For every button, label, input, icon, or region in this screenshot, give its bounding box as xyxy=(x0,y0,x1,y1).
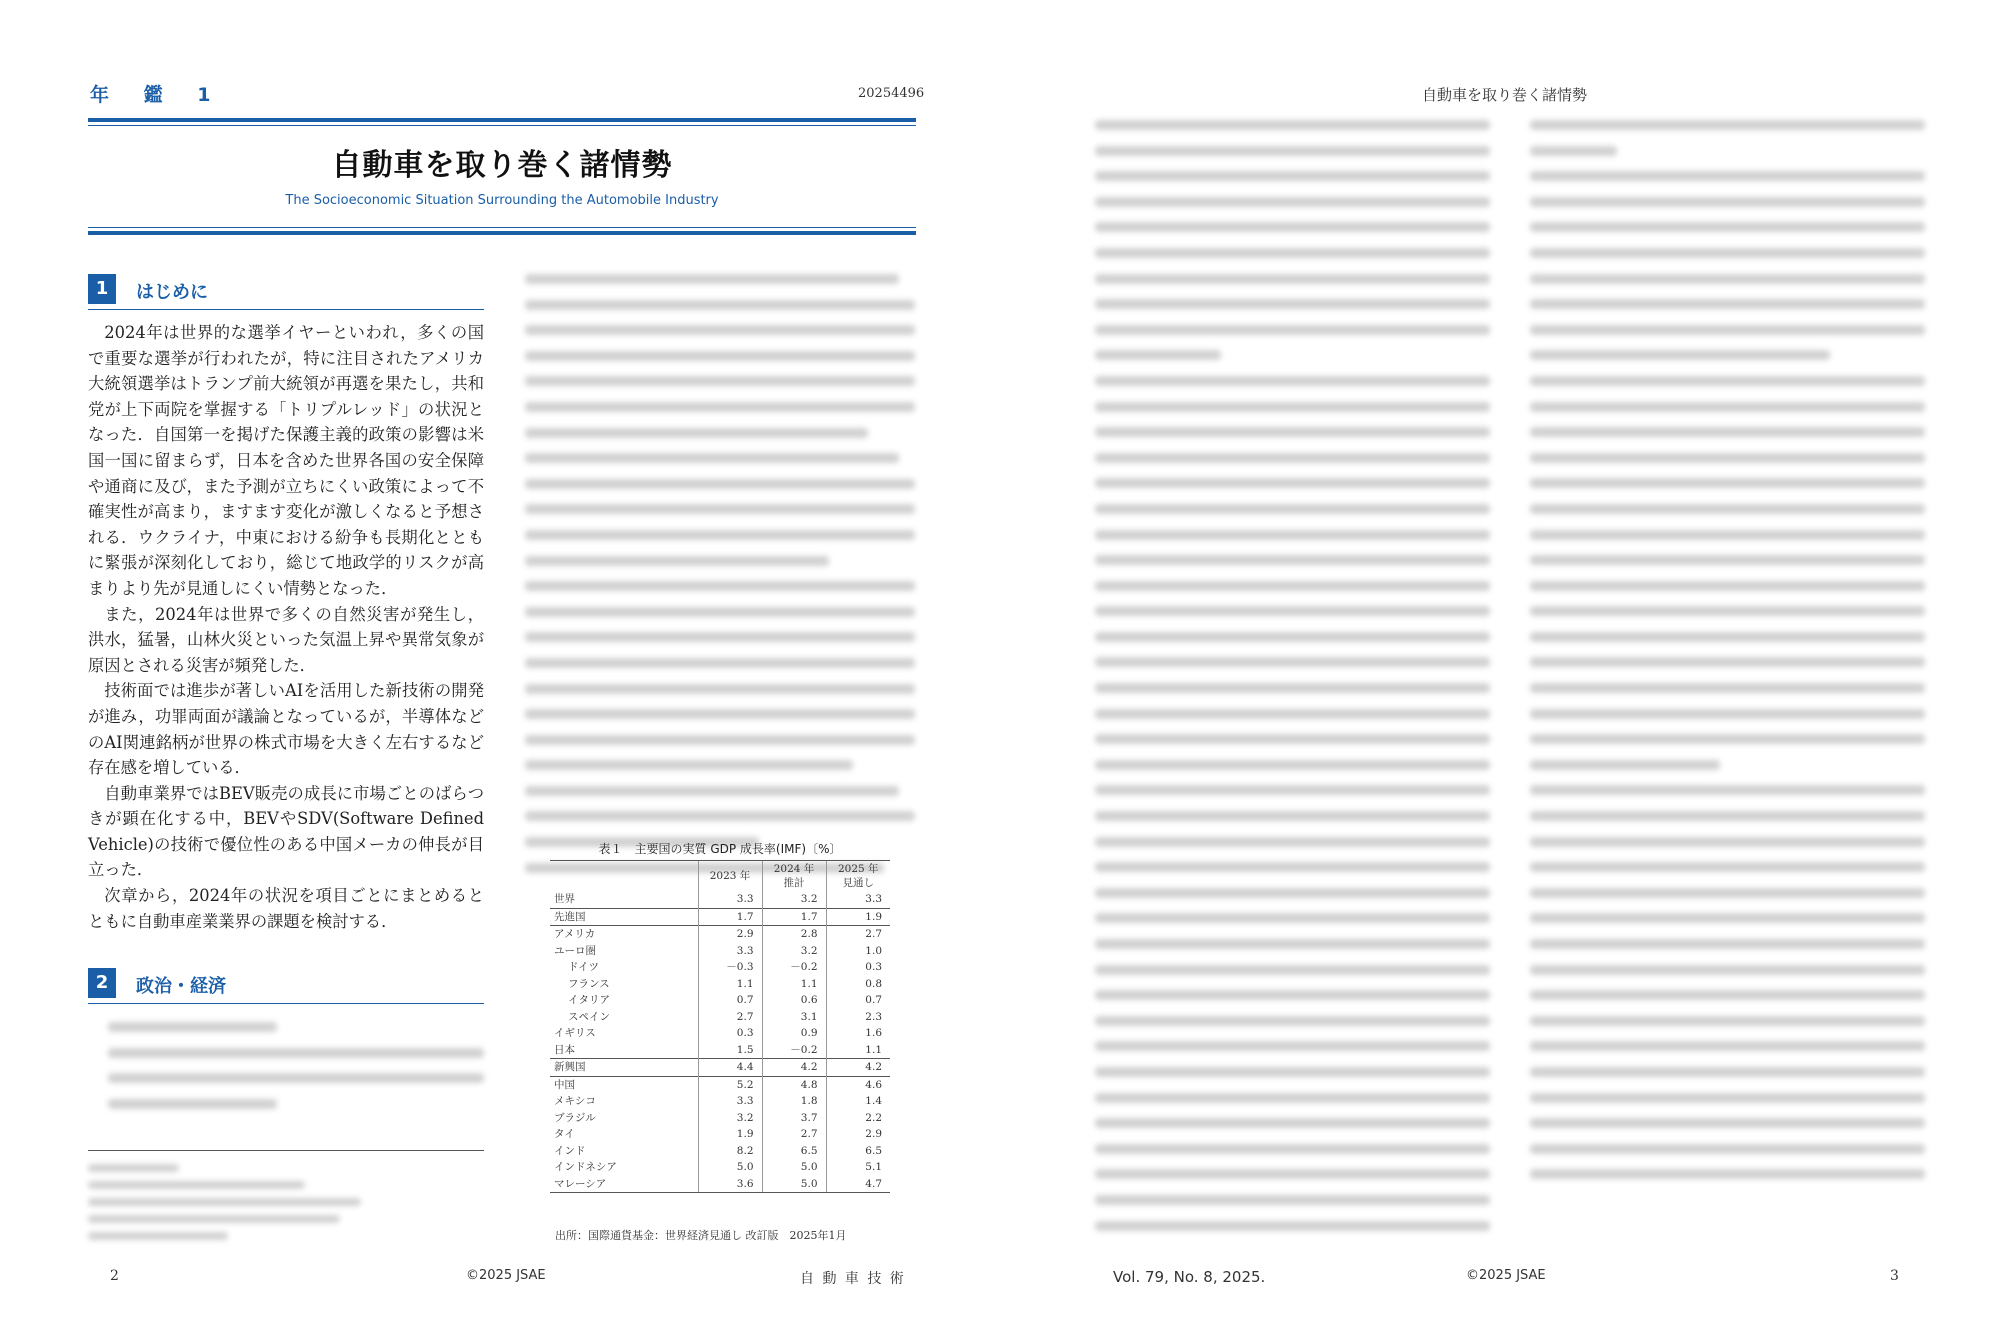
page-number-right: 3 xyxy=(1890,1268,1899,1284)
table-cell-country: スペイン xyxy=(568,1010,610,1023)
intro-paragraph: 2024年は世界的な選挙イヤーといわれ，多くの国で重要な選挙が行われたが，特に注目されたアメリカ大統領選挙はトランプ前大統領が再選を果たし，共和党が上下両院を掌握する「トリプルレッド」の状況となった．自国第一を掲げた保護主義的政策の影響は米国一国に留まらず，日本を含めた世界各国の安全保障や通商に及び，また予測が立ちにくい政策によって不確実性が高まり，ますます変化が激しくなると予想される．ウクライナ，中東における紛争も長期化とともに緊張が深刻化しており，総じて地政学的リスクが高まりより先が見通しにくい情勢となった． xyxy=(88,323,484,598)
table-cell-country: 世界 xyxy=(554,893,575,905)
table-cell-value: 2.8 xyxy=(762,926,826,943)
table-cell-value: 3.6 xyxy=(698,1176,762,1193)
table-cell-value: 2.7 xyxy=(698,1009,762,1026)
section-heading-1 xyxy=(88,274,484,310)
table-cell-value: 0.3 xyxy=(826,959,890,976)
table-cell-value: 3.3 xyxy=(698,943,762,960)
table-cell-value: 5.0 xyxy=(762,1159,826,1176)
table-row xyxy=(550,926,890,943)
intro-body xyxy=(88,320,484,934)
table-cell-country: メキシコ xyxy=(554,1095,596,1107)
running-title: 自動車を取り巻く諸情勢 xyxy=(1422,86,1588,104)
page-number-left: 2 xyxy=(110,1268,119,1284)
table-row xyxy=(550,1042,890,1059)
copyright-right: ©2025 JSAE xyxy=(1466,1268,1546,1283)
title-rule-bottom xyxy=(88,231,916,235)
table-row xyxy=(550,1159,890,1176)
table-cell-country: 先進国 xyxy=(550,908,698,926)
table-cell-value: 1.5 xyxy=(698,1042,762,1059)
intro-paragraph: 技術面では進歩が著しいAIを活用した新技術の開発が進み，功罪両面が議論となっているが，半導体などのAI関連銘柄が世界の株式市場を大きく左右するなど存在感を増している． xyxy=(88,681,484,778)
table-header-row xyxy=(550,861,890,892)
table-cell-value: 1.8 xyxy=(762,1093,826,1110)
blurred-text-column xyxy=(1530,120,1925,1195)
blurred-text-block xyxy=(108,1022,484,1124)
section-label: 年 鑑 1 xyxy=(90,84,225,106)
table-cell-country: イタリア xyxy=(568,994,610,1006)
table-cell-country: ブラジル xyxy=(554,1111,596,1124)
table-row xyxy=(550,1176,890,1193)
table-header-cell xyxy=(698,861,762,892)
table-row xyxy=(550,1143,890,1160)
gdp-table xyxy=(550,860,890,1193)
table-cell-value: 3.3 xyxy=(698,1093,762,1110)
table-row xyxy=(550,891,890,908)
intro-paragraph: 自動車業界ではBEV販売の成長に市場ごとのばらつきが顕在化する中，BEVやSDV(Software Defined Vehicle)の技術で優位性のある中国メーカの伸長が目立った． xyxy=(88,783,484,880)
table-cell-value: 3.3 xyxy=(826,891,890,908)
table-row xyxy=(550,943,890,960)
table-cell-value: －0.2 xyxy=(762,1042,826,1059)
table-header-cell xyxy=(826,861,890,892)
table-row xyxy=(550,908,890,926)
table-cell-country: インドネシア xyxy=(554,1161,617,1173)
table-cell-value: 4.2 xyxy=(762,1059,826,1077)
table-cell-country: イギリス xyxy=(554,1027,596,1039)
table-cell-country: マレーシア xyxy=(550,1176,698,1193)
table-header-line: 推計 xyxy=(783,877,805,889)
table-header-line: 2025 年 xyxy=(837,863,879,875)
table-header-line: 2024 年 xyxy=(773,863,815,875)
table-row xyxy=(550,1126,890,1143)
table-cell-value: 6.5 xyxy=(826,1143,890,1160)
table-cell-value: 8.2 xyxy=(698,1143,762,1160)
table-cell-value: 6.5 xyxy=(762,1143,826,1160)
intro-paragraph: 次章から，2024年の状況を項目ごとにまとめるとともに自動車産業業界の課題を検討する． xyxy=(88,886,484,931)
table-source: 出所：国際通貨基金：世界経済見通し 改訂版 2025年1月 xyxy=(555,1229,847,1242)
table-cell-value: 0.8 xyxy=(826,976,890,993)
table-cell-value: 0.6 xyxy=(762,992,826,1009)
section-number: 2 xyxy=(88,968,116,998)
table-cell-value: －0.2 xyxy=(762,959,826,976)
table-cell-value: 1.7 xyxy=(698,908,762,926)
table-cell-value: 2.2 xyxy=(826,1110,890,1127)
table-row xyxy=(550,1076,890,1093)
table-cell-value: 3.1 xyxy=(762,1009,826,1026)
table-cell-value: 2.9 xyxy=(698,926,762,943)
table-cell-country: アメリカ xyxy=(550,926,698,943)
article-title: 自動車を取り巻く諸情勢 xyxy=(331,148,673,183)
table-cell-value: 1.1 xyxy=(826,1042,890,1059)
table-cell-value: －0.3 xyxy=(698,959,762,976)
table-cell-value: 2.3 xyxy=(826,1009,890,1026)
table-cell-value: 4.4 xyxy=(698,1059,762,1077)
footnote-rule xyxy=(88,1150,484,1151)
section-title: はじめに xyxy=(136,282,208,303)
table-cell-country: ユーロ圏 xyxy=(554,944,596,957)
copyright-left: ©2025 JSAE xyxy=(466,1268,546,1283)
table-cell-value: 4.6 xyxy=(826,1076,890,1093)
table-cell-country: インド xyxy=(554,1144,586,1157)
table-cell-country: タイ xyxy=(554,1128,575,1140)
blurred-author-note xyxy=(88,1164,438,1249)
table-row xyxy=(550,1025,890,1042)
table-cell-value: 1.1 xyxy=(762,976,826,993)
table-cell-value: 3.2 xyxy=(698,1110,762,1127)
table-cell-country: 新興国 xyxy=(550,1059,698,1077)
table-row xyxy=(550,992,890,1009)
table-row xyxy=(550,1093,890,1110)
table-cell-value: 4.8 xyxy=(762,1076,826,1093)
table-row xyxy=(550,976,890,993)
blurred-text-block xyxy=(525,274,915,888)
table-cell-value: 1.9 xyxy=(698,1126,762,1143)
table-cell-value: 1.4 xyxy=(826,1093,890,1110)
article-id: 20254496 xyxy=(858,86,925,101)
table-cell-value: 1.0 xyxy=(826,943,890,960)
table-cell-value: 5.0 xyxy=(762,1176,826,1193)
title-rule-top xyxy=(88,118,916,122)
table-cell-value: 1.1 xyxy=(698,976,762,993)
table-row xyxy=(550,1059,890,1077)
table-cell-value: 0.3 xyxy=(698,1025,762,1042)
intro-paragraph: また，2024年は世界で多くの自然災害が発生し，洪水，猛暑，山林火災といった気温上昇や異常気象が原因とされる災害が頻発した． xyxy=(88,604,484,675)
blurred-text-column xyxy=(1095,120,1490,1246)
journal-name: 自 動 車 技 術 xyxy=(800,1271,906,1287)
table-header-cell xyxy=(762,861,826,892)
table-cell-value: 1.6 xyxy=(826,1025,890,1042)
table-cell-value: 5.2 xyxy=(698,1076,762,1093)
table-cell-value: 0.7 xyxy=(698,992,762,1009)
table-cell-country: 中国 xyxy=(550,1076,698,1093)
table-caption: 表１ 主要国の実質 GDP 成長率(IMF)〔%〕 xyxy=(598,842,842,856)
table-cell-value: 2.9 xyxy=(826,1126,890,1143)
table-cell-country: ドイツ xyxy=(568,961,599,973)
section-number: 1 xyxy=(88,274,116,304)
table-cell-country: 日本 xyxy=(554,1043,575,1056)
table-cell-value: 4.7 xyxy=(826,1176,890,1193)
table-cell-value: 0.7 xyxy=(826,992,890,1009)
table-cell-value: 3.7 xyxy=(762,1110,826,1127)
title-rule-top-thin xyxy=(88,125,916,126)
table-cell-value: 1.7 xyxy=(762,908,826,926)
table-cell-value: 5.0 xyxy=(698,1159,762,1176)
table-cell-value: 1.9 xyxy=(826,908,890,926)
table-cell-value: 2.7 xyxy=(826,926,890,943)
table-header-line: 2023 年 xyxy=(709,870,751,882)
table-cell-country: フランス xyxy=(568,977,610,990)
table-body xyxy=(550,891,890,1193)
volume-info: Vol. 79, No. 8, 2025. xyxy=(1113,1268,1266,1286)
table-cell-value: 2.7 xyxy=(762,1126,826,1143)
table-cell-value: 4.2 xyxy=(826,1059,890,1077)
table-cell-value: 0.9 xyxy=(762,1025,826,1042)
title-rule-bottom-thin xyxy=(88,227,916,228)
section-title: 政治・経済 xyxy=(136,976,226,997)
table-row xyxy=(550,959,890,976)
table-cell-value: 5.1 xyxy=(826,1159,890,1176)
table-cell-value: 3.3 xyxy=(698,891,762,908)
table-cell-value: 3.2 xyxy=(762,943,826,960)
table-cell-value: 3.2 xyxy=(762,891,826,908)
table-row xyxy=(550,1009,890,1026)
table-row xyxy=(550,1110,890,1127)
table-header-line: 見通し xyxy=(842,877,874,889)
table-header-blank xyxy=(550,861,698,892)
article-subtitle: The Socioeconomic Situation Surrounding the Automobile Industry xyxy=(285,193,719,208)
section-heading-2 xyxy=(88,968,484,1004)
